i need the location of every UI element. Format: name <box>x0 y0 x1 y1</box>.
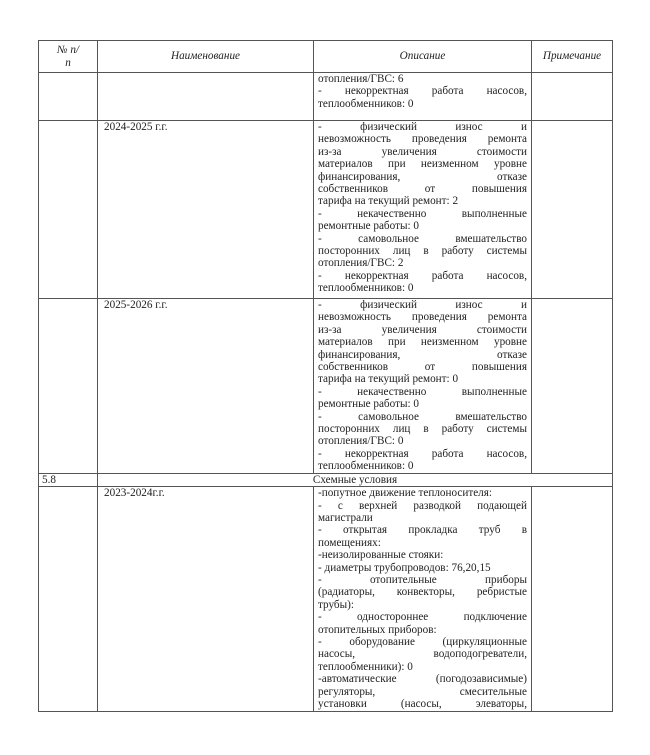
desc-line: регуляторы, смесительные <box>318 685 527 698</box>
header-name: Наименование <box>98 41 314 73</box>
desc-line: трубы): <box>318 598 354 611</box>
desc-line: - физический износ и <box>318 299 527 311</box>
desc-line: отопления/ГВС: 6 <box>318 73 404 85</box>
row-note <box>532 73 613 121</box>
header-note: Примечание <box>532 41 613 73</box>
row-note <box>532 299 613 474</box>
desc-line: - некорректная работа насосов, <box>318 447 527 460</box>
desc-line: теплообменников: 0 <box>318 282 414 295</box>
desc-line: установки (насосы, элеваторы, <box>318 698 527 710</box>
row-num <box>39 487 98 712</box>
row-name: 2025-2026 г.г. <box>98 299 314 474</box>
desc-line: материалов при неизменном уровне <box>318 158 527 171</box>
desc-line: - некорректная работа насосов, <box>318 85 527 98</box>
row-name: 2024-2025 г.г. <box>98 121 314 299</box>
table-header-row <box>39 41 613 73</box>
desc-line: тарифа на текущий ремонт: 0 <box>318 373 459 386</box>
desc-line: финансирования, отказе <box>318 348 527 361</box>
desc-line: ремонтные работы: 0 <box>318 220 419 233</box>
row-desc <box>314 299 532 474</box>
desc-line: посторонних лиц в работу системы <box>318 245 527 258</box>
desc-line: - одностороннее подключение <box>318 611 527 624</box>
desc-line: - самовольное вмешательство <box>318 410 527 423</box>
desc-line: помещениях: <box>318 536 381 549</box>
desc-line: посторонних лиц в работу системы <box>318 423 527 436</box>
desc-line: -неизолированные стояки: <box>318 549 444 562</box>
desc-line: - диаметры трубопроводов: 76,20,15 <box>318 561 491 574</box>
desc-line: (радиаторы, конвекторы, ребристые <box>318 586 527 599</box>
document-table <box>38 40 613 712</box>
desc-line: -автоматические (погодозависимые) <box>318 673 527 686</box>
desc-line: отопления/ГВС: 2 <box>318 257 404 270</box>
row-note <box>532 121 613 299</box>
row-num <box>39 121 98 299</box>
desc-line: тарифа на текущий ремонт: 2 <box>318 195 459 208</box>
row-note <box>532 487 613 712</box>
section-row <box>39 473 613 486</box>
desc-line: из-за увеличения стоимости <box>318 145 527 158</box>
desc-line: - отопительные приборы <box>318 573 527 586</box>
row-desc <box>314 73 532 121</box>
desc-line: теплообменники): 0 <box>318 660 413 673</box>
section-num: 5.8 <box>39 473 98 486</box>
desc-line: теплообменников: 0 <box>318 97 414 110</box>
desc-line: - некачественно выполненные <box>318 207 527 220</box>
desc-line: отопления/ГВС: 0 <box>318 435 404 448</box>
header-desc: Описание <box>314 41 532 73</box>
row-desc <box>314 121 532 299</box>
row-name: 2023-2024г.г. <box>98 487 314 712</box>
row-num <box>39 73 98 121</box>
header-num: № п/п <box>39 41 98 73</box>
desc-line: ремонтные работы: 0 <box>318 398 419 411</box>
table-row <box>39 299 613 474</box>
desc-line: - открытая прокладка труб в <box>318 524 527 537</box>
table-row <box>39 121 613 299</box>
desc-line: насосы, водоподогреватели, <box>318 648 527 661</box>
desc-line: материалов при неизменном уровне <box>318 336 527 349</box>
desc-line: - физический износ и <box>318 121 527 133</box>
desc-line: магистрали <box>318 511 373 524</box>
desc-line: - некачественно выполненные <box>318 385 527 398</box>
section-title: Схемные условия <box>98 473 613 486</box>
desc-line: финансирования, отказе <box>318 170 527 183</box>
desc-line: - некорректная работа насосов, <box>318 269 527 282</box>
desc-line: - самовольное вмешательство <box>318 232 527 245</box>
desc-line: теплообменников: 0 <box>318 460 414 473</box>
desc-line: - оборудование (циркуляционные <box>318 635 527 648</box>
row-desc <box>314 487 532 712</box>
row-name <box>98 73 314 121</box>
desc-line: отопительных приборов: <box>318 623 437 636</box>
desc-line: собственников от повышения <box>318 361 527 374</box>
table-row <box>39 487 613 712</box>
desc-line: невозможность проведения ремонта <box>318 311 527 324</box>
table-row <box>39 73 613 121</box>
desc-line: - с верхней разводкой подающей <box>318 499 527 512</box>
desc-line: невозможность проведения ремонта <box>318 133 527 146</box>
desc-line: -попутное движение теплоносителя: <box>318 487 493 500</box>
desc-line: из-за увеличения стоимости <box>318 323 527 336</box>
desc-line: собственников от повышения <box>318 183 527 196</box>
row-num <box>39 299 98 474</box>
